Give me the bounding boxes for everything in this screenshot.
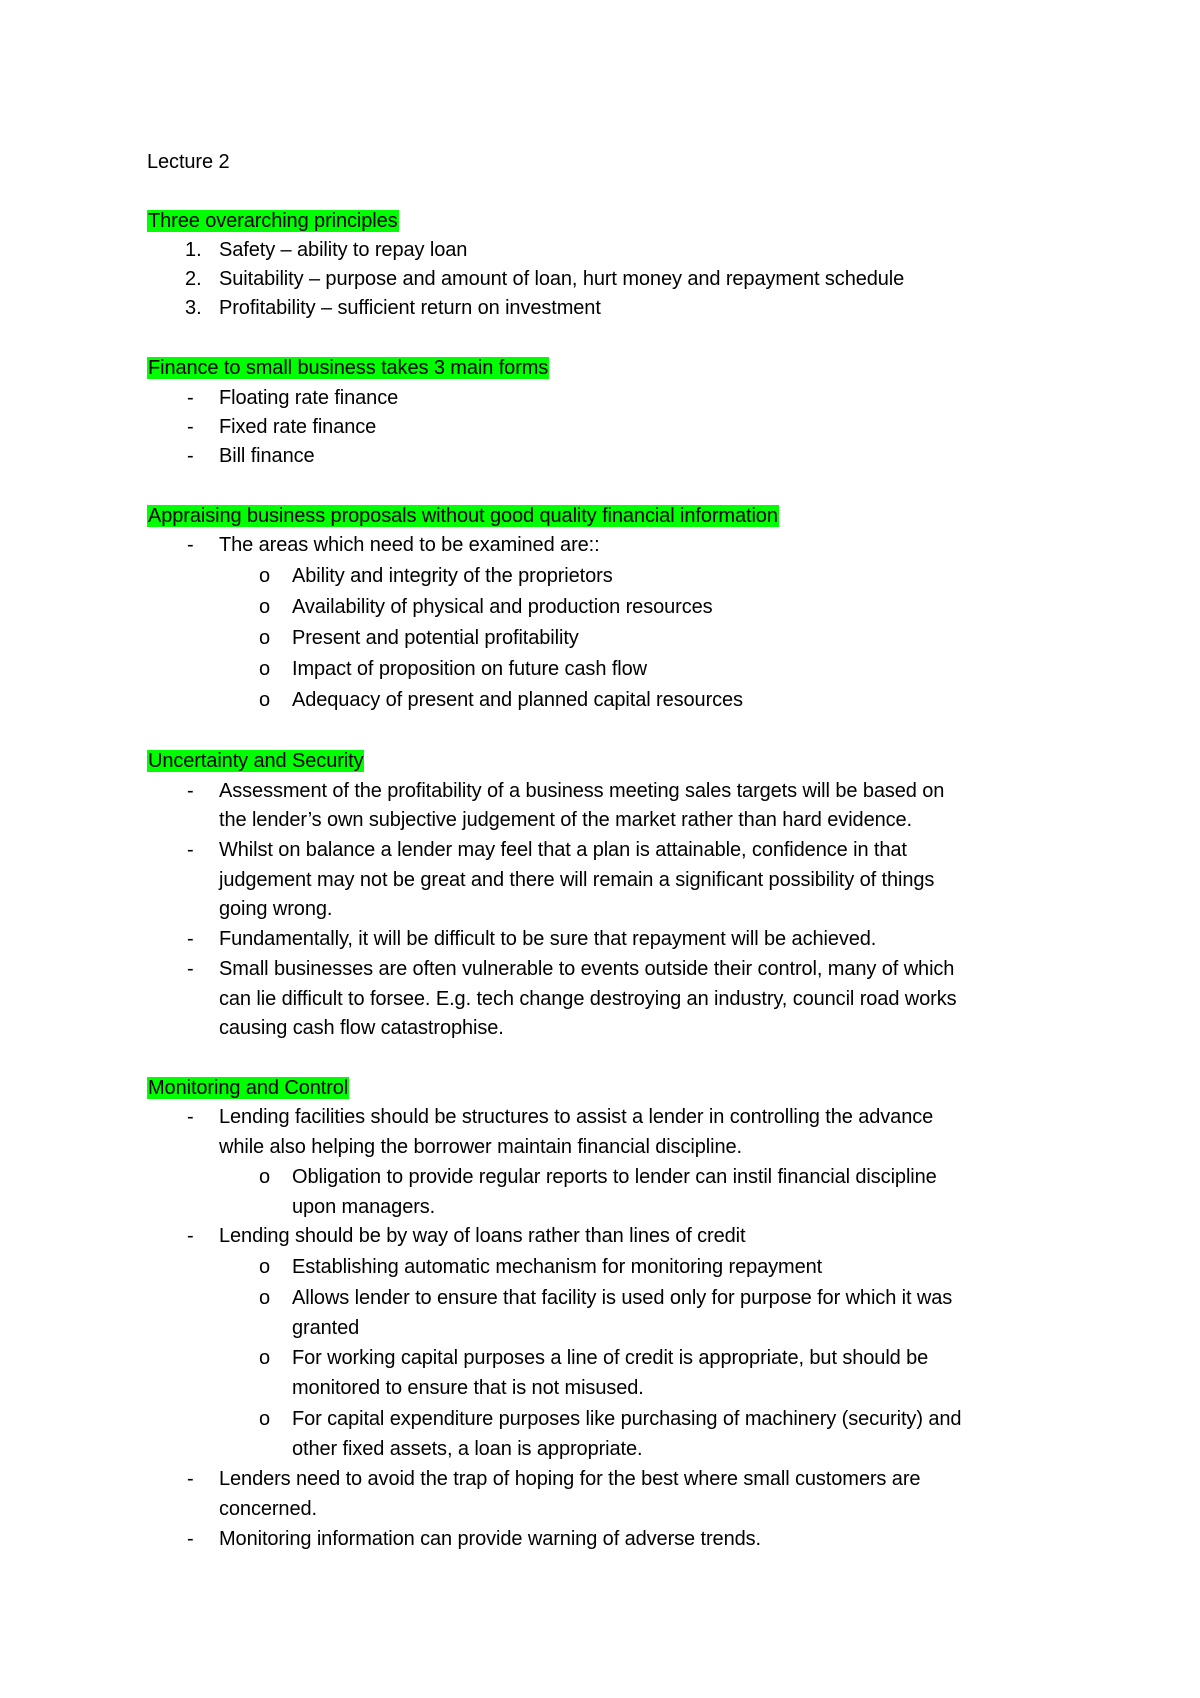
list-dash: -	[187, 416, 194, 438]
sub-bullet: o	[259, 627, 271, 649]
section-heading-finance: Finance to small business takes 3 main forms	[148, 357, 549, 379]
list-item-line: the lender’s own subjective judgement of the market rather than hard evidence.	[219, 809, 912, 831]
sub-bullet: o	[259, 565, 271, 587]
list-item: Profitability – sufficient return on investment	[219, 297, 601, 319]
list-item: Safety – ability to repay loan	[219, 239, 468, 261]
list-dash: -	[187, 780, 194, 802]
sub-bullet: o	[259, 689, 271, 711]
sub-list-item-line: Allows lender to ensure that facility is used only for purpose for which it was	[292, 1287, 953, 1309]
sub-list-item: Availability of physical and production resources	[292, 596, 713, 618]
sub-bullet: o	[259, 1166, 271, 1188]
list-dash: -	[187, 839, 194, 861]
list-item-line: Assessment of the profitability of a business meeting sales targets will be based on	[219, 780, 945, 802]
list-number: 1.	[185, 239, 202, 261]
sub-list-item-line: other fixed assets, a loan is appropriate.	[292, 1438, 643, 1460]
section-heading-principles: Three overarching principles	[148, 210, 398, 232]
list-dash: -	[187, 534, 194, 556]
section-heading-appraising: Appraising business proposals without good quality financial information	[148, 505, 778, 527]
list-dash: -	[187, 1106, 194, 1128]
list-dash: -	[187, 1528, 194, 1550]
list-item-line: Whilst on balance a lender may feel that a plan is attainable, confidence in that	[219, 839, 907, 861]
sub-bullet: o	[259, 1287, 271, 1309]
list-dash: -	[187, 1468, 194, 1490]
list-item: The areas which need to be examined are::	[219, 534, 600, 556]
section-heading-uncertainty: Uncertainty and Security	[148, 750, 364, 772]
sub-list-item-line: For capital expenditure purposes like purchasing of machinery (security) and	[292, 1408, 962, 1430]
sub-bullet: o	[259, 596, 271, 618]
sub-list-item: Present and potential profitability	[292, 627, 579, 649]
list-dash: -	[187, 1225, 194, 1247]
list-item: Fixed rate finance	[219, 416, 377, 438]
sub-list-item-line: monitored to ensure that is not misused.	[292, 1377, 644, 1399]
list-item-line: Small businesses are often vulnerable to events outside their control, many of which	[219, 958, 955, 980]
list-item-line: Lending should be by way of loans rather than lines of credit	[219, 1225, 746, 1247]
list-number: 2.	[185, 268, 202, 290]
sub-list-item: Adequacy of present and planned capital resources	[292, 689, 743, 711]
sub-bullet: o	[259, 1408, 271, 1430]
list-item-line: concerned.	[219, 1498, 317, 1520]
list-item-line: while also helping the borrower maintain financial discipline.	[219, 1136, 742, 1158]
list-item-line: judgement may not be great and there will remain a significant possibility of things	[219, 869, 935, 891]
sub-list-item-line: Obligation to provide regular reports to lender can instil financial discipline	[292, 1166, 937, 1188]
list-dash: -	[187, 387, 194, 409]
list-item-line: Monitoring information can provide warning of adverse trends.	[219, 1528, 761, 1550]
list-item-line: Fundamentally, it will be difficult to be sure that repayment will be achieved.	[219, 928, 877, 950]
sub-bullet: o	[259, 1347, 271, 1369]
page-title: Lecture 2	[147, 151, 230, 173]
sub-bullet: o	[259, 658, 271, 680]
list-item: Suitability – purpose and amount of loan, hurt money and repayment schedule	[219, 268, 905, 290]
list-item-line: causing cash flow catastrophise.	[219, 1017, 504, 1039]
sub-list-item-line: upon managers.	[292, 1196, 436, 1218]
list-item-line: Lending facilities should be structures to assist a lender in controlling the advance	[219, 1106, 934, 1128]
sub-list-item-line: granted	[292, 1317, 360, 1339]
list-number: 3.	[185, 297, 202, 319]
list-item: Bill finance	[219, 445, 315, 467]
list-item-line: going wrong.	[219, 898, 333, 920]
list-dash: -	[187, 958, 194, 980]
list-dash: -	[187, 928, 194, 950]
sub-list-item: Ability and integrity of the proprietors	[292, 565, 613, 587]
list-dash: -	[187, 445, 194, 467]
sub-list-item-line: Establishing automatic mechanism for monitoring repayment	[292, 1256, 823, 1278]
section-heading-monitoring: Monitoring and Control	[148, 1077, 349, 1099]
list-item-line: Lenders need to avoid the trap of hoping for the best where small customers are	[219, 1468, 921, 1490]
sub-bullet: o	[259, 1256, 271, 1278]
sub-list-item: Impact of proposition on future cash flow	[292, 658, 647, 680]
list-item: Floating rate finance	[219, 387, 399, 409]
list-item-line: can lie difficult to forsee. E.g. tech change destroying an industry, council road works	[219, 988, 957, 1010]
sub-list-item-line: For working capital purposes a line of credit is appropriate, but should be	[292, 1347, 929, 1369]
